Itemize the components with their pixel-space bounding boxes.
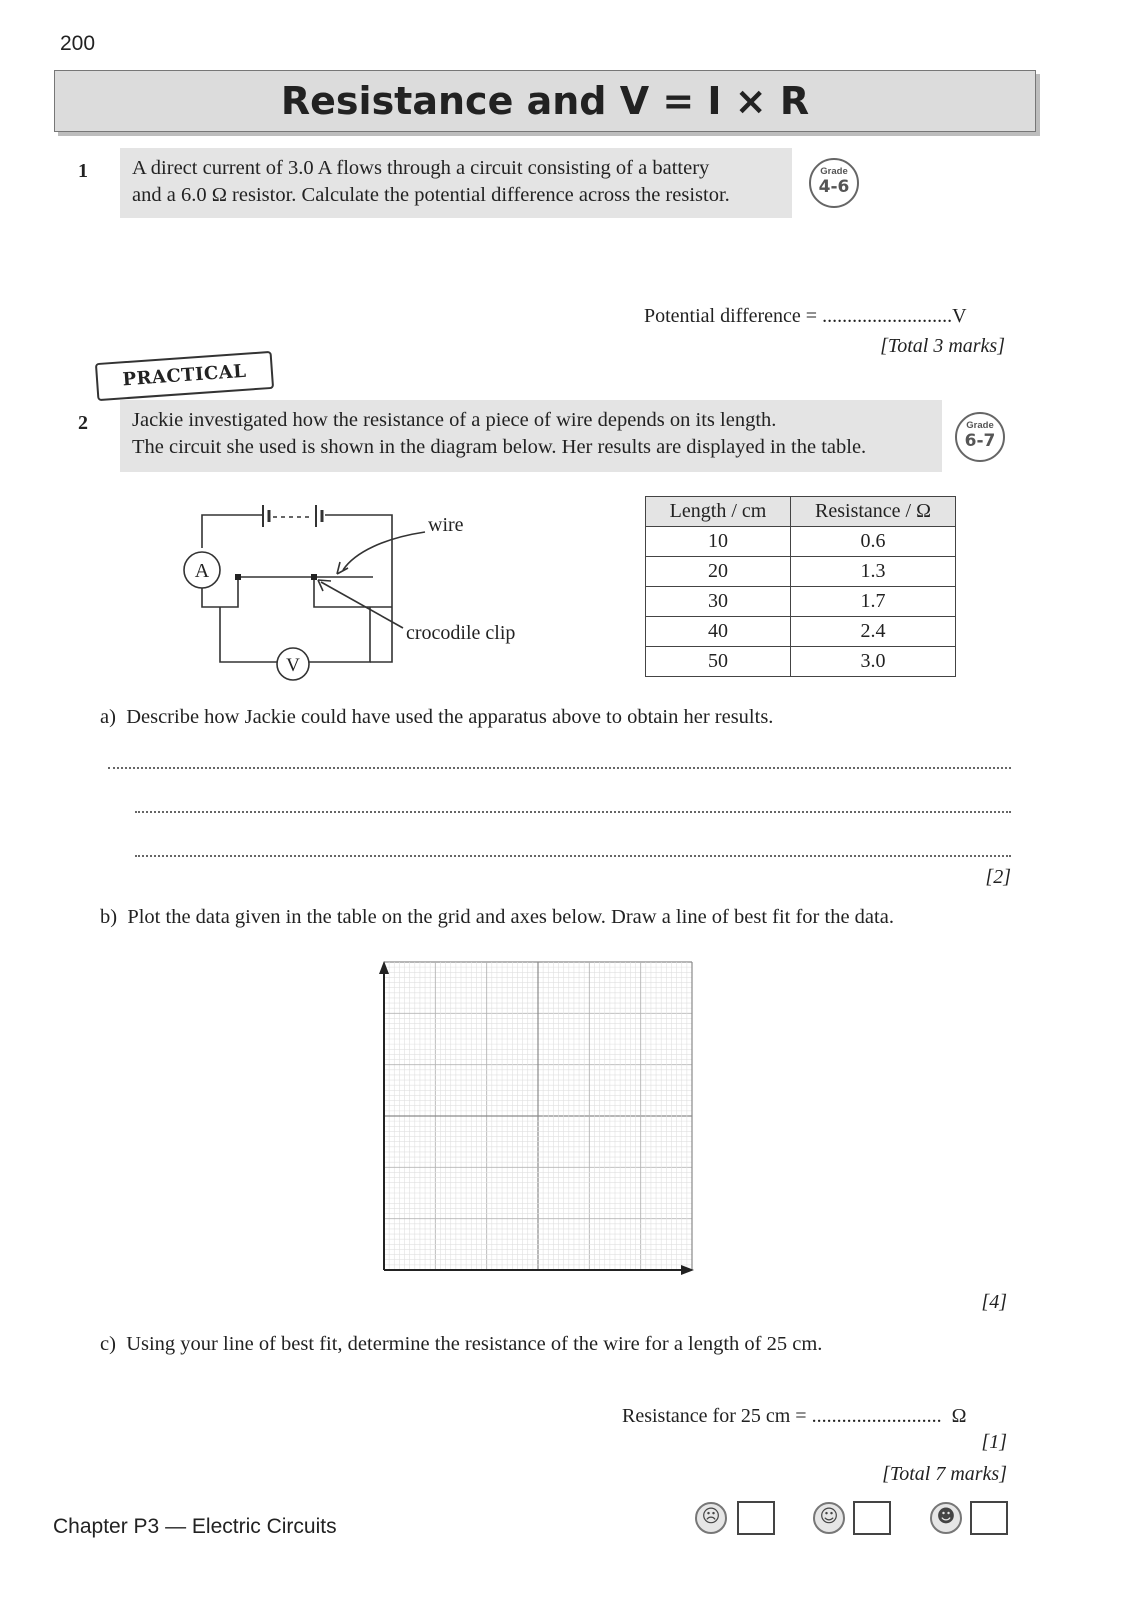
resistance-cell: 3.0 [791, 647, 956, 677]
q1-answer-field[interactable]: .......................... [822, 305, 953, 327]
table-row [646, 617, 956, 647]
results-table [645, 496, 956, 677]
resistance-cell: 1.3 [791, 557, 956, 587]
table-header-row [646, 497, 956, 527]
part-c-marks: [1] [981, 1431, 1007, 1453]
grade-value: 6-7 [964, 431, 996, 451]
ammeter-label: A [194, 560, 210, 582]
self-assess-box-neutral[interactable] [853, 1501, 891, 1535]
part-c-answer-line [622, 1405, 966, 1428]
graph-grid [384, 962, 692, 1270]
table-row [646, 527, 956, 557]
answer-line-2[interactable] [135, 811, 1011, 813]
q1-total-marks: [Total 3 marks] [880, 335, 1005, 357]
clip-arrowhead [318, 580, 331, 591]
question-1-text-line2: and a 6.0 Ω resistor. Calculate the potential difference across the resistor. [132, 184, 730, 206]
grade-label: Grade [820, 166, 848, 177]
self-assess-box-happy[interactable] [970, 1501, 1008, 1535]
part-b-label: b) [100, 906, 118, 928]
sad-face-icon: ☹ [695, 1502, 727, 1534]
grade-value: 4-6 [818, 177, 850, 197]
answer-line-3[interactable] [135, 855, 1011, 857]
q1-answer-line [644, 305, 967, 328]
y-axis-arrowhead [379, 961, 389, 974]
table-header-length: Length / cm [646, 497, 791, 527]
title-banner [54, 70, 1036, 132]
clip-lead [314, 577, 392, 607]
wire-end-contact [235, 574, 241, 580]
question-1-text-line1: A direct current of 3.0 A flows through a circuit consisting of a battery [132, 157, 710, 179]
part-a-question [100, 706, 773, 729]
self-assess-box-sad[interactable] [737, 1501, 775, 1535]
part-b-question [100, 906, 894, 929]
length-cell: 40 [646, 617, 791, 647]
resistance-cell: 0.6 [791, 527, 956, 557]
practical-tag: PRACTICAL [95, 351, 274, 401]
question-1-number: 1 [78, 160, 88, 182]
table-header-resistance: Resistance / Ω [791, 497, 956, 527]
crocodile-clip-label: crocodile clip [406, 622, 516, 644]
page-title: Resistance and V = I × R [280, 79, 810, 123]
question-2-number: 2 [78, 412, 88, 434]
part-b-text: Plot the data given in the table on the grid and axes below. Draw a line of best fit for the data. [127, 906, 894, 928]
graph-paper[interactable] [374, 960, 698, 1282]
part-a-marks: [2] [985, 866, 1011, 888]
page-number: 200 [60, 32, 96, 55]
chapter-footer: Chapter P3 — Electric Circuits [53, 1515, 337, 1538]
crocodile-clip-contact [311, 574, 317, 580]
grade-badge-q2 [955, 412, 1005, 462]
part-c-answer-unit: Ω [951, 1405, 967, 1427]
part-a-label: a) [100, 706, 116, 728]
length-cell: 10 [646, 527, 791, 557]
grade-badge-q1 [809, 158, 859, 208]
wire-label: wire [428, 514, 464, 536]
part-c-text: Using your line of best fit, determine the resistance of the wire for a length of 25 cm. [126, 1333, 823, 1355]
resistance-cell: 1.7 [791, 587, 956, 617]
table-row [646, 647, 956, 677]
voltmeter-label: V [286, 655, 300, 676]
part-c-question [100, 1333, 822, 1356]
grade-label: Grade [966, 420, 994, 431]
wire-arrowhead [337, 562, 348, 574]
question-2-text-line1: Jackie investigated how the resistance of a piece of wire depends on its length. [132, 409, 777, 431]
length-cell: 30 [646, 587, 791, 617]
circuit-diagram [175, 490, 555, 690]
q1-answer-label: Potential difference = [644, 305, 823, 327]
wire-pointer-arrow [343, 532, 425, 570]
happy-face-icon: ☻ [930, 1502, 962, 1534]
part-c-label: c) [100, 1333, 116, 1355]
question-2-text-line2: The circuit she used is shown in the diagram below. Her results are displayed in the table. [132, 436, 867, 458]
question-2-box [120, 400, 942, 472]
length-cell: 20 [646, 557, 791, 587]
part-c-answer-field[interactable]: .......................... [811, 1405, 942, 1427]
length-cell: 50 [646, 647, 791, 677]
q1-answer-unit: V [952, 305, 967, 327]
table-row [646, 557, 956, 587]
clip-pointer-arrow [321, 582, 403, 628]
question-1-box [120, 148, 792, 218]
q2-total-marks: [Total 7 marks] [882, 1463, 1007, 1485]
answer-line-1[interactable] [108, 767, 1011, 769]
table-row [646, 587, 956, 617]
part-a-text: Describe how Jackie could have used the apparatus above to obtain her results. [126, 706, 774, 728]
circuit-top-wire [202, 515, 392, 662]
neutral-face-icon: ☺ [813, 1502, 845, 1534]
part-b-marks: [4] [981, 1291, 1007, 1313]
part-c-answer-label: Resistance for 25 cm = [622, 1405, 812, 1427]
resistance-cell: 2.4 [791, 617, 956, 647]
